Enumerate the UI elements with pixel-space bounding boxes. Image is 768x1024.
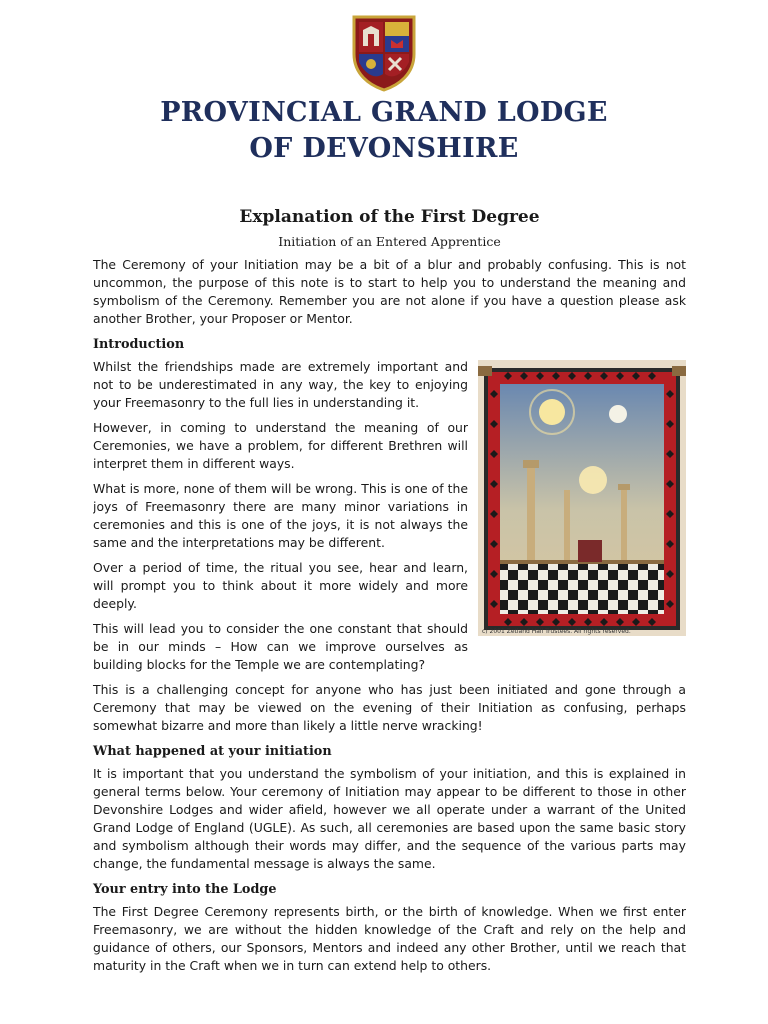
introduction-paragraph-5: This will lead you to consider the one constant that should be in our minds – How can we improve ourselves as building blocks for the Temple we are contemplating? <box>93 621 468 672</box>
introduction-section <box>93 358 686 681</box>
what-happened-heading: What happened at your initiation <box>93 744 332 759</box>
crest-logo <box>351 14 417 92</box>
image-copyright: c) 2001 Zetland Hall Trustees. All rights reserved. <box>482 628 631 635</box>
org-title-line2: OF DEVONSHIRE <box>249 133 519 164</box>
document-title: Explanation of the First Degree <box>239 207 540 227</box>
tracing-board-image <box>478 360 686 636</box>
document-subtitle: Initiation of an Entered Apprentice <box>278 234 501 249</box>
entry-heading: Your entry into the Lodge <box>93 882 277 897</box>
introduction-paragraph-3: What is more, none of them will be wrong. This is one of the joys of Freemasonry there are many minor variations in ceremonies and this is one of the joys, it is not always the same and the interpretations may be different. <box>93 481 468 550</box>
introduction-paragraph-2: However, in coming to understand the meaning of our Ceremonies, we have a problem, for different Brethren will interpret them in different ways. <box>93 420 468 471</box>
what-happened-paragraph: It is important that you understand the symbolism of your initiation, and this is explained in general terms below. Your ceremony of Initiation may appear to be different to those in other Devonshire Lodges and wider afield, however we all operate under a warrant of the United Grand Lodge of England (UGLE). As such, all ceremonies are based upon the same basic story and symbolism although their words may differ, and the sequence of the various parts may change, the fundamental message is always the same. <box>93 766 686 871</box>
introduction-paragraph-1: Whilst the friendships made are extremely important and not to be underestimated in any way, the key to enjoying your Freemasonry to the full lies in understanding it. <box>93 359 468 410</box>
introduction-heading: Introduction <box>93 337 185 352</box>
introduction-paragraph-4: Over a period of time, the ritual you see, hear and learn, will prompt you to think about it more widely and more deeply. <box>93 560 468 611</box>
org-title-line1: PROVINCIAL GRAND LODGE <box>160 97 608 128</box>
letterhead <box>0 10 768 164</box>
introduction-paragraph-6: This is a challenging concept for anyone who has just been initiated and gone through a Ceremony that may be viewed on the evening of their Initiation as confusing, perhaps somewhat bizarre and more than likely a little nerve wracking! <box>93 682 686 733</box>
document-body <box>93 205 686 982</box>
intro-paragraph: The Ceremony of your Initiation may be a bit of a blur and probably confusing. This is not uncommon, the purpose of this note is to start to help you to understand the meaning and symbolism of the Ceremony. Remember you are not alone if you have a question please ask another Brother, your Proposer or Mentor. <box>93 257 686 326</box>
tracing-board-illustration <box>478 360 686 636</box>
entry-paragraph: The First Degree Ceremony represents birth, or the birth of knowledge. When we first enter Freemasonry, we are without the hidden knowledge of the Craft and rely on the help and guidance of others, our Sponsors, Mentors and indeed any other Brother, until we reach that maturity in the Craft when we in turn can extend help to others. <box>93 904 686 973</box>
